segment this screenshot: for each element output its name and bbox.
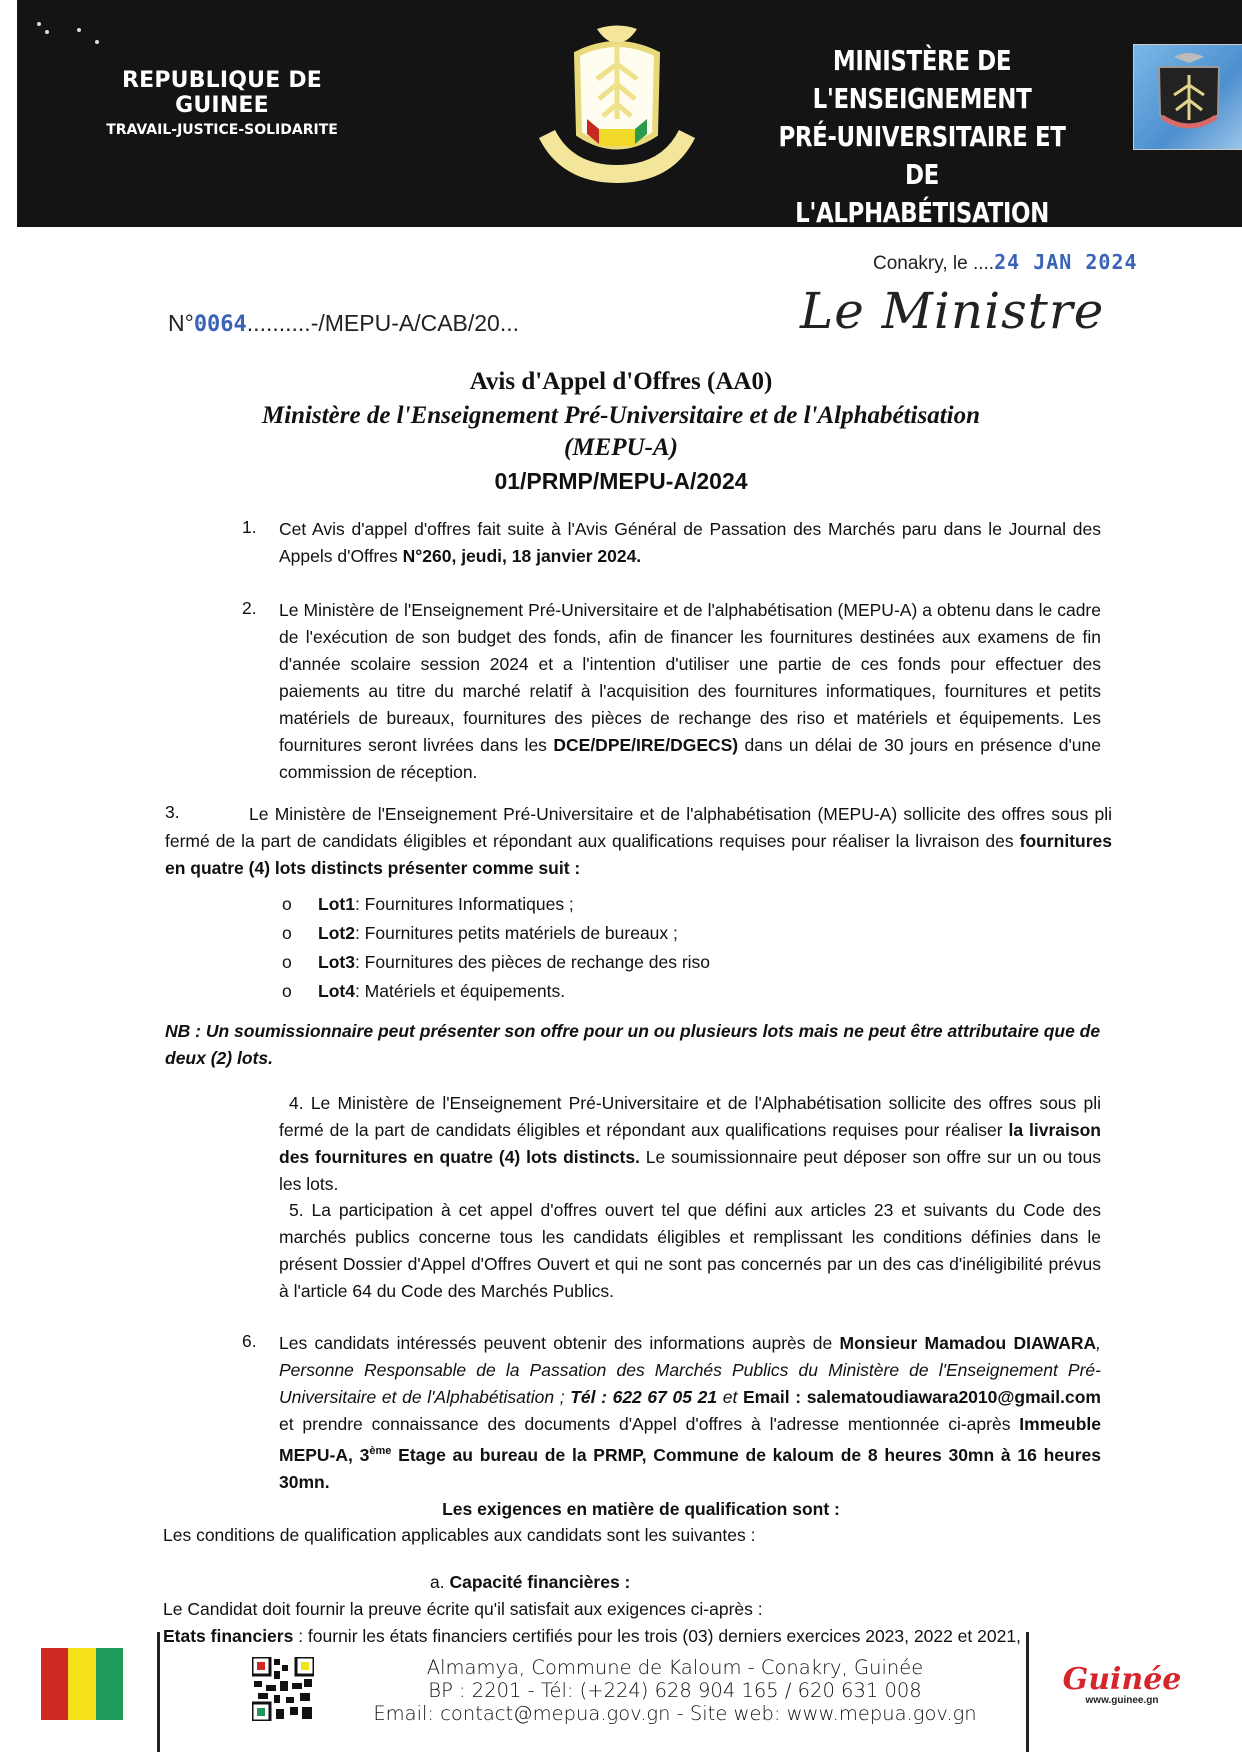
contact-person: Monsieur Mamadou DIAWARA <box>839 1333 1097 1353</box>
section-1-bold: N°260, jeudi, 18 janvier 2024. <box>402 546 642 566</box>
reference-number <box>168 310 519 337</box>
lot-desc: : Fournitures Informatiques ; <box>354 894 574 914</box>
sub-prefix: a. <box>430 1572 450 1592</box>
guinee-brand-logo <box>1062 1662 1182 1706</box>
ref-stamp: 0064 <box>193 312 247 337</box>
document-title: Avis d'Appel d'Offres (AA0) <box>469 368 773 395</box>
statements-text: : fournir les états financiers certifiés pour les trois (03) derniers exercices 2023, 2022 et 2021, <box>293 1626 1021 1646</box>
address-bold: Immeuble MEPU-A, 3 <box>279 1414 1101 1465</box>
ministry-emblem-icon <box>1133 44 1242 150</box>
coat-of-arms-icon <box>537 24 697 189</box>
financial-requirement: Le Candidat doit fournir la preuve écrite qu'il satisfait aux exigences ci-après : <box>163 1599 763 1619</box>
country-name: REPUBLIQUE DE GUINEE <box>121 68 323 118</box>
financial-capacity-heading <box>430 1570 630 1594</box>
section-3 <box>165 801 1112 882</box>
address-bold-2: Etage au bureau de la PRMP, Commune de kaloum de 8 heures 30mn à 16 heures 30mn. <box>279 1444 1102 1492</box>
section-5-number: 5. <box>289 1200 304 1220</box>
signatory-title: Le Ministre <box>800 282 1105 340</box>
section-4-tail: Le soumissionnaire peut déposer son offre sur un ou tous les lots. <box>279 1147 1101 1194</box>
financial-statements <box>163 1624 1021 1648</box>
lot-desc: : Fournitures des pièces de rechange des riso <box>354 952 711 972</box>
ministry-line-2: PRÉ-UNIVERSITAIRE ET DE <box>778 120 1066 191</box>
sub-heading: Capacité financières : <box>449 1572 631 1592</box>
lot-item <box>282 977 710 1006</box>
section-4-text: Le Ministère de l'Enseignement Pré-Universitaire et de l'Alphabétisation sollicite des offres sous pli fermé de la part de candidats éligibles et répondant aux qualifications requises pour réaliser <box>279 1093 1101 1140</box>
section-5-text: La participation à cet appel d'offres ouvert tel que défini aux articles 23 et suivants du Code des marchés publics concerne tous les candidats éligibles et remplissant les conditions définies dans le présent Dossier d'Appel d'Offres Ouvert et qui ne sont pas concernés par un des cas d'inéligibilité prévus à l'article 64 du Code des Marchés Publics. <box>279 1200 1101 1301</box>
bullet: o <box>282 923 292 943</box>
section-6 <box>279 1330 1101 1496</box>
section-2-tail: dans un délai de 30 jours en présence d'une commission de réception. <box>279 735 1101 782</box>
bullet: o <box>282 952 292 972</box>
contact-role: , Personne Responsable de la Passation des Marchés Publics du Ministère de l'Enseignement Pré-Universitaire et de l'Alphabétisation ; <box>279 1333 1102 1407</box>
section-2-text: Le Ministère de l'Enseignement Pré-Universitaire et de l'alphabétisation (MEPU-A) a obtenu dans le cadre de l'exécution de son budget des fonds, afin de financer les fournitures destinées aux examens de fin d'année scolaire session 2024 et a l'intention d'utiliser une partie de ces fonds pour effectuer des paiements au titre du marché relatif à l'acquisition des fournitures informatiques, fournitures et petits matériels de bureaux, fournitures des pièces de rechange des riso et matériels et équipements. Les fournitures seront livrées dans les <box>279 600 1101 755</box>
section-2-number: 2. <box>242 598 257 618</box>
connector: et <box>717 1387 743 1407</box>
guinea-flag-icon <box>41 1648 123 1720</box>
section-4 <box>279 1090 1101 1198</box>
qualification-heading: Les exigences en matière de qualification sont : <box>442 1499 840 1519</box>
lot-item <box>282 919 710 948</box>
issuer-name: Ministère de l'Enseignement Pré-Universitaire et de l'Alphabétisation <box>261 402 981 429</box>
lot-name: Lot1 <box>318 894 355 914</box>
qr-code-icon <box>252 1657 314 1721</box>
section-4-bold: la livraison des fournitures en quatre (4) lots distincts. <box>279 1120 1101 1167</box>
contact-phone: Tél : 622 67 05 21 <box>570 1387 718 1407</box>
section-2-bold: DCE/DPE/IRE/DGECS) <box>553 735 739 755</box>
letterhead-banner <box>17 0 1242 227</box>
footer-divider-right <box>1026 1632 1029 1752</box>
place-label: Conakry, le .... <box>873 253 995 274</box>
footer-phone: BP : 2201 - Tél: (+224) 628 904 165 / 620 631 008 <box>428 1679 922 1702</box>
footer-address: Almamya, Commune de Kaloum - Conakry, Guinée <box>426 1656 924 1679</box>
section-6-text: Les candidats intéressés peuvent obtenir des informations auprès de <box>279 1333 840 1353</box>
contact-email: Email : salematoudiawara2010@gmail.com <box>742 1387 1101 1407</box>
issuer-title <box>0 400 1242 464</box>
republic-block <box>72 68 372 138</box>
place-date <box>873 250 1138 275</box>
ref-prefix: N° <box>168 310 194 336</box>
logo-url: www.guinee.gn <box>1085 1695 1159 1706</box>
lot-item <box>282 948 710 977</box>
national-motto: TRAVAIL-JUSTICE-SOLIDARITE <box>106 122 338 138</box>
lot-name: Lot2 <box>318 923 355 943</box>
lot-desc: : Matériels et équipements. <box>354 981 566 1001</box>
section-6-text-2: et prendre connaissance des documents d'Appel d'offres à l'adresse mentionnée ci-après <box>279 1414 1020 1434</box>
section-1-text: Cet Avis d'appel d'offres fait suite à l'Avis Général de Passation des Marchés paru dans le Journal des Appels d'Offres <box>279 519 1101 566</box>
tender-reference: 01/PRMP/MEPU-A/2024 <box>494 468 748 494</box>
statements-label: Etats financiers <box>163 1626 294 1646</box>
section-3-text: Le Ministère de l'Enseignement Pré-Universitaire et de l'alphabétisation (MEPU-A) sollicite des offres sous pli fermé de la part de candidats éligibles et répondant aux qualifications requises pour réaliser la livraison des <box>165 804 1112 851</box>
section-2 <box>279 597 1101 786</box>
ministry-name <box>758 42 1086 232</box>
lot-name: Lot4 <box>318 981 355 1001</box>
nota-bene: NB : Un soumissionnaire peut présenter son offre pour un ou plusieurs lots mais ne peut être attributaire que de deux (2) lots. <box>165 1021 1101 1068</box>
ministry-line-3: L'ALPHABÉTISATION <box>795 196 1049 229</box>
footer-divider-left <box>157 1632 160 1752</box>
footer-address-block <box>370 1656 980 1725</box>
ref-suffix: ..........-/MEPU-A/CAB/20... <box>246 310 520 336</box>
date-stamp: 24 JAN 2024 <box>994 250 1138 274</box>
section-3-number: 3. <box>165 802 180 822</box>
section-1 <box>279 516 1101 570</box>
issuer-acronym: (MEPU-A) <box>564 434 678 461</box>
bullet: o <box>282 894 292 914</box>
lot-desc: : Fournitures petits matériels de bureaux ; <box>354 923 678 943</box>
section-6-number: 6. <box>242 1331 257 1351</box>
section-4-number: 4. <box>289 1093 304 1113</box>
lot-list <box>282 890 710 1006</box>
logo-word: Guinée <box>1062 1662 1182 1697</box>
section-5 <box>279 1197 1101 1305</box>
footer-contact: Email: contact@mepua.gov.gn - Site web: www.mepua.gov.gn <box>373 1702 977 1725</box>
ministry-line-1: MINISTÈRE DE L'ENSEIGNEMENT <box>812 44 1032 115</box>
section-1-number: 1. <box>242 517 257 537</box>
lot-item <box>282 890 710 919</box>
floor-superscript: ème <box>369 1445 392 1457</box>
qualification-intro: Les conditions de qualification applicables aux candidats sont les suivantes : <box>163 1525 756 1545</box>
lot-name: Lot3 <box>318 952 355 972</box>
bullet: o <box>282 981 292 1001</box>
section-3-bold: fournitures en quatre (4) lots distincts présenter comme suit : <box>165 831 1112 878</box>
